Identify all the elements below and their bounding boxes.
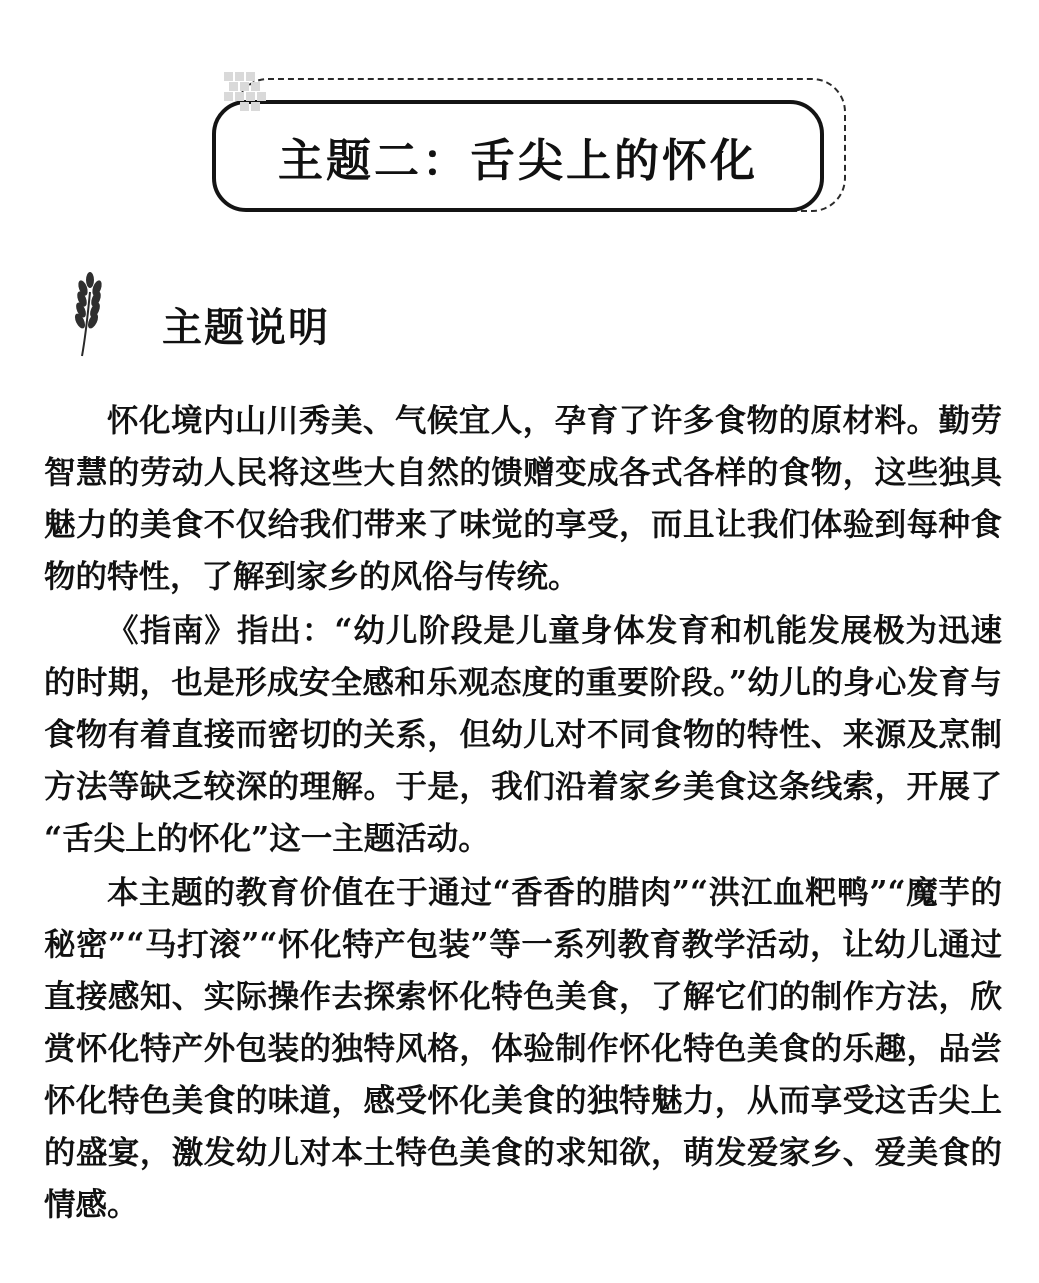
chapter-title-banner bbox=[212, 78, 852, 218]
page-title: 主题二：舌尖上的怀化 bbox=[277, 133, 758, 187]
section-title: 主题说明 bbox=[162, 305, 330, 351]
decorative-diamond-icon bbox=[220, 70, 278, 122]
wheat-icon bbox=[68, 272, 112, 358]
paragraph: 本主题的教育价值在于通过“香香的腊肉”“洪江血粑鸭”“魔芋的秘密”“马打滚”“怀化特产包装”等一系列教育教学活动，让幼儿通过直接感知、实际操作去探索怀化特色美食，了解它们的制作方法，欣赏怀化特产外包装的独特风格，体验制作怀化特色美食的乐趣，品尝怀化特色美食的味道，感受怀化美食的独特魅力，从而享受这舌尖上的盛宴，激发幼儿对本土特色美食的求知欲，萌发爱家乡、爱美食的情感。 bbox=[44, 874, 1002, 1223]
title-solid-frame bbox=[212, 100, 824, 212]
paragraph: 《指南》指出：“幼儿阶段是儿童身体发育和机能发展极为迅速的时期，也是形成安全感和乐观态度的重要阶段。”幼儿的身心发育与食物有着直接而密切的关系，但幼儿对不同食物的特性、来源及烹制方法等缺乏较深的理解。于是，我们沿着家乡美食这条线索，开展了“舌尖上的怀化”这一主题活动。 bbox=[44, 612, 1002, 857]
body-text bbox=[44, 395, 1002, 1233]
section-header bbox=[58, 272, 478, 362]
paragraph: 怀化境内山川秀美、气候宜人，孕育了许多食物的原材料。勤劳智慧的劳动人民将这些大自然的馈赠变成各式各样的食物，这些独具魅力的美食不仅给我们带来了味觉的享受，而且让我们体验到每种食物的特性，了解到家乡的风俗与传统。 bbox=[44, 402, 1002, 595]
